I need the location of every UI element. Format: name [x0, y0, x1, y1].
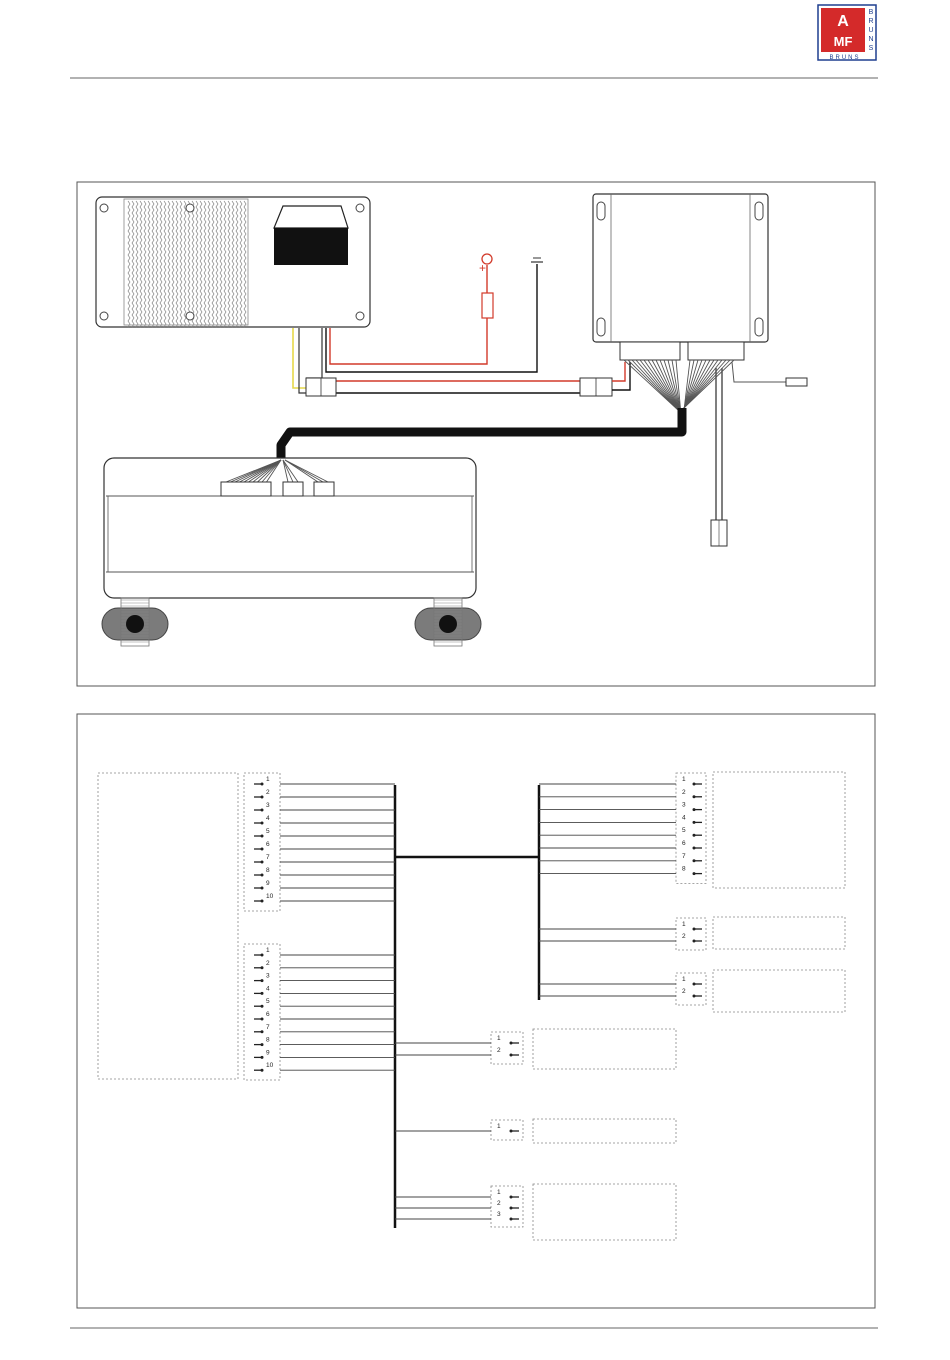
sensor-lead-plug: [786, 378, 807, 386]
device-box-right-a: [713, 772, 845, 888]
pin-number: 9: [266, 880, 270, 887]
pin-number: 1: [497, 1189, 501, 1196]
pin-number: 7: [682, 852, 686, 860]
pin-number: 2: [682, 788, 686, 796]
device-box-mid-c: [533, 1184, 676, 1240]
connector-right_connector_c: [676, 973, 706, 1005]
pin-number: 2: [266, 789, 270, 796]
mounting-foot-right: [415, 598, 481, 646]
pin-number: 6: [682, 840, 686, 847]
device-box-right-b: [713, 917, 845, 949]
logo-bottom-text: BRUNS: [829, 55, 861, 61]
pin-number: 4: [266, 815, 270, 822]
connector-mid_connector_b: [491, 1120, 523, 1140]
logo-side-letter: R: [868, 18, 874, 25]
harness-fanout: [624, 360, 734, 410]
pin-number: 10: [266, 1062, 274, 1070]
pin-number: 3: [266, 802, 270, 809]
device-box-mid-a: [533, 1029, 676, 1069]
pin-number: 1: [266, 776, 270, 783]
pin-number: 5: [682, 827, 686, 835]
pin-number: 3: [682, 801, 686, 809]
pin-number: 1: [497, 1123, 501, 1130]
control-unit-box: [98, 773, 238, 1079]
pin-number: 9: [266, 1049, 270, 1057]
amf-bruns-logo: [818, 5, 876, 61]
fuse: [482, 293, 493, 318]
logo-side-letter: B: [868, 9, 874, 16]
pin-number: 2: [266, 959, 270, 967]
device-box-right-c: [713, 970, 845, 1012]
pin-number: 1: [682, 921, 686, 928]
logo-mark-a: A: [837, 13, 849, 30]
pin-number: 10: [266, 893, 274, 900]
display-window: [274, 228, 348, 265]
pin-number: 8: [266, 867, 270, 874]
pin-number: 2: [682, 988, 686, 995]
pin-number: 5: [266, 828, 270, 835]
logo-side-letter: U: [868, 27, 874, 34]
logo-mark-mf: MF: [833, 34, 853, 49]
pin-number: 1: [266, 947, 270, 954]
connector-right_connector_b: [676, 918, 706, 950]
logo-side-letters: [868, 9, 873, 52]
device-box-mid-b: [533, 1119, 676, 1143]
pin-number: 1: [682, 776, 686, 783]
main-harness: [281, 408, 682, 462]
pin-number: 3: [497, 1211, 501, 1218]
schematic-connectors: [244, 773, 706, 1227]
pin-number: 6: [266, 1011, 270, 1018]
pin-number: 1: [497, 1035, 501, 1042]
logo-side-letter: N: [868, 36, 874, 43]
pin-number: 5: [266, 998, 270, 1006]
pin-number: 3: [266, 972, 270, 980]
control-unit: [96, 197, 370, 327]
pin-number: 2: [497, 1200, 501, 1207]
connector-mid_connector_c: [491, 1186, 523, 1227]
connector-mid_connector_a: [491, 1032, 523, 1064]
pin-number: 4: [682, 814, 686, 822]
pin-number: 6: [266, 841, 270, 848]
pin-number: 2: [497, 1047, 501, 1054]
positive-symbol: +: [479, 261, 487, 275]
connector-left_connector_bottom: [244, 944, 280, 1080]
logo-side-letter: S: [868, 45, 874, 52]
pin-number: 2: [682, 933, 686, 940]
pin-number: 8: [682, 865, 686, 873]
connector-right_connector_a: [676, 773, 706, 883]
pin-number: 7: [266, 1023, 270, 1031]
mounting-foot-left: [102, 598, 168, 646]
pin-number: 4: [266, 985, 270, 993]
pin-number: 1: [682, 976, 686, 983]
pin-number: 8: [266, 1036, 270, 1044]
pin-number: 7: [266, 854, 270, 861]
connector-left_connector_top: [244, 773, 280, 911]
light-bar: [104, 458, 476, 598]
